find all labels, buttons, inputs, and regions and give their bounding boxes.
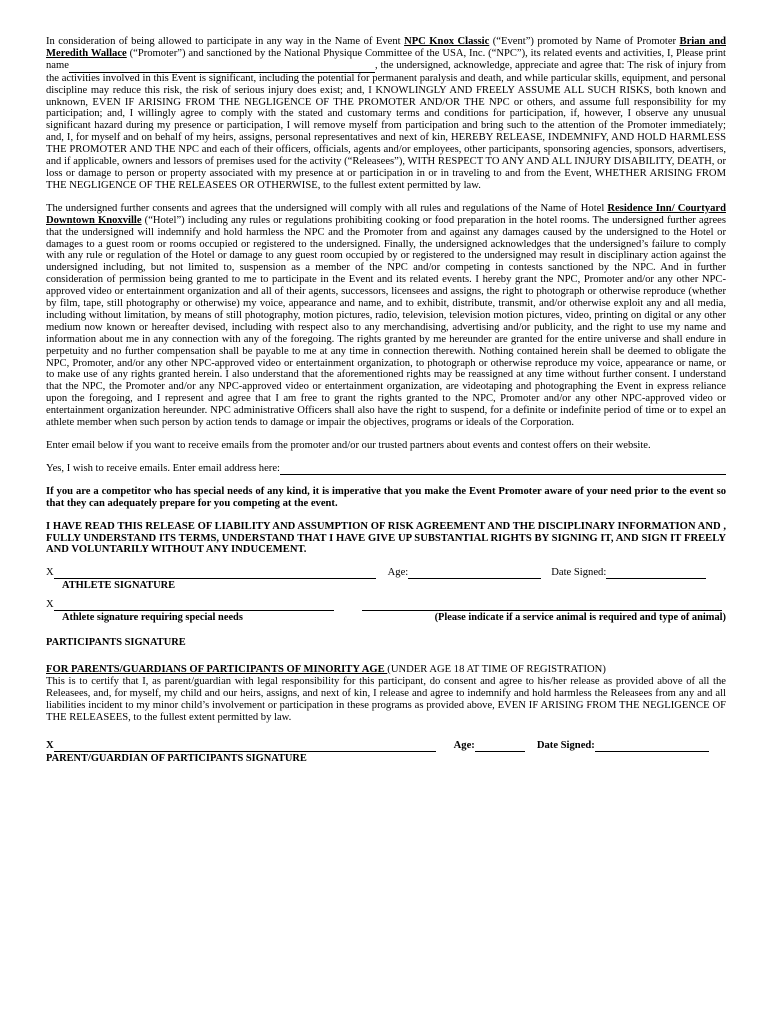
paragraph-text: (“Hotel”) including any rules or regulations prohibiting cooking or food preparation in the hotel rooms. The undersigned further agrees that the undersigned will indemnify and hold harmless the NPC and the Promoter from and against any damages caused by the undersigned to the Hotel or damages to a guest room or rooms occupied or registered to the undersigned. Finally, the undersigned acknowledges that the undersigned’s failure to comply with any rule or regulation of the Hotel or damage to any guest room occupied by or registered to the undersigned may result in disciplinary action against the undersigned including, but not limited to, suspension as a member of the NPC and/or competing in contests sanctioned by the NPC. And in further consideration of permission being granted to me to participate in the Event and its related events. I hereby grant the NPC, Promoter and/or any other NPC-approved video or entertainment organization and all of their agents, successors, licensees and assigns, the right to photograph or otherwise reproduce (whether by film, tape, still photography or otherwise) my voice, appearance and name, and to exhibit, distribute, transmit, and/or otherwise exploit any and all media, including without limitation, by means of still photography, motion pictures, radio, television, television motion pictures, video, printing on digital or any other medium now known or hereafter devised, including with respect also to any merchandising, advertising and/or publicity, and the right to use my name and information about me in any connection with any of the foregoing. The rights granted by me hereunder are granted for the entire universe and shall endure in perpetuity and no further compensation shall be payable to me at any time in connection therewith. Nothing contained herein shall be deemed to obligate the NPC, Promoter, and/or any other NPC-approved video or entertainment organization, to photograph or otherwise reproduce my voice, appearance or name, or to make use of any rights granted herein. I also understand that the aforementioned rights may be reassigned at any time without further consent. I understand that the NPC, the Promoter and/or any NPC-approved video or entertainment organization, are videotaping and photographing the Event in express reliance upon the foregoing, and I represent and agree that I am free to grant the rights granted to the NPC, Promoter and/or any other NPC-approved video or entertainment organization hereunder. NPC administrative Officers shall also have the right to suspend, for a definite or indefinite period of time or to expel an athlete member when such person by action tends to damage or impair the objectives, programs or ideals of the Corporation. [46, 214, 726, 429]
email-input[interactable] [280, 464, 726, 475]
special-needs-signature-field[interactable] [54, 600, 334, 611]
special-needs-signature-row [46, 599, 726, 611]
guardian-heading-note: (UNDER AGE 18 AT TIME OF REGISTRATION) [387, 663, 606, 675]
guardian-signature-row [46, 740, 726, 752]
email-row [46, 463, 726, 475]
participants-signature-heading: PARTICIPANTS SIGNATURE [46, 636, 186, 648]
promoter-name: Brian and Meredith Wallace [46, 36, 726, 59]
event-name: NPC Knox Classic [404, 36, 490, 47]
hotel-paragraph [46, 203, 726, 429]
paragraph-text: The undersigned further consents and agrees that the undersigned will comply with all rules and regulations of the Name of Hotel [46, 202, 608, 214]
waiver-document [46, 36, 726, 765]
print-name-field[interactable] [69, 60, 375, 73]
guardian-signature-field[interactable] [54, 741, 436, 752]
special-needs-labels [46, 612, 726, 624]
paragraph-text: (“Promoter”) and sanctioned by the National Physique Committee of the USA, Inc. (“NPC”), its related events and activities, I, Please print name [46, 47, 726, 71]
signature-x: X [46, 599, 54, 611]
guardian-paragraph: This is to certify that I, as parent/guardian with legal responsibility for this participant, do consent and agree to his/her release as provided above of all the Releasees, and, for myself, my child and our heirs, assigns, and next of kin, I release and agree to indemnify and hold harmless the Releasees from any and all liabilities incident to my minor child’s involvement or participation in these programs as provided above, EVEN IF ARISING FROM THE NEGLIGENCE OF THE RELEASEES, to the fullest extent permitted by law. [46, 675, 726, 723]
special-needs-signature-label: Athlete signature requiring special needs [62, 612, 243, 624]
guardian-age-field[interactable] [475, 741, 525, 752]
signature-x: X [46, 567, 54, 579]
email-intro: Enter email below if you want to receive emails from the promoter and/or our trusted partners about events and contest offers on their website. [46, 440, 651, 451]
age-label: Age: [387, 567, 409, 579]
guardian-date-signed-field[interactable] [595, 741, 709, 752]
special-needs-notice: If you are a competitor who has special needs of any kind, it is imperative that you make the Event Promoter aware of your need prior to the event so that they can adequately prepare for you competing at the event. [46, 485, 726, 509]
consideration-paragraph [46, 36, 726, 192]
guardian-signature-label: PARENT/GUARDIAN OF PARTICIPANTS SIGNATURE [46, 753, 307, 765]
guardian-age-label: Age: [453, 740, 475, 752]
service-animal-field[interactable] [362, 600, 722, 611]
guardian-heading: FOR PARENTS/GUARDIANS OF PARTICIPANTS OF MINORITY AGE [46, 663, 388, 675]
athlete-signature-row [46, 567, 726, 579]
date-signed-field[interactable] [606, 568, 706, 579]
service-animal-label: (Please indicate if a service animal is required and type of animal) [434, 612, 726, 624]
guardian-heading-line [46, 664, 726, 676]
signature-x: X [46, 740, 54, 752]
paragraph-text: , the undersigned, acknowledge, appreciate and agree that: The risk of injury from the activities involved in this Event is significant, including the potential for permanent paralysis and death, and while particular skills, equipment, and personal discipline may reduce this risk, the risk of serious injury does exist; and, I KNOWLINGLY AND FREELY ASSUME ALL SUCH RISKS, both known and unknown, EVEN IF ARISING FROM THE NEGLIGENCE OF THE PROMOTER AND/OR THE NPC or others, and assume full responsibility for my participation; and, I willingly agree to comply with the stated and customary terms and conditions for participation, if, however, I observe any unusual significant hazard during my presence or participation, I will remove myself from participation and bring such to the attention of the Promoter immediately; and, I, for myself and on behalf of my heirs, assigns, personal representatives and next of kin, HEREBY RELEASE, INDEMNIFY, AND HOLD HARMLESS THE PROMOTER AND THE NPC and each of their officers, officials, agents and/or employees, other participants, sponsoring agencies, sponsors, advertisers, and if applicable, owners and lessors of premises used for the activity (“Releasees”), WITH RESPECT TO ANY AND ALL INJURY DISABILITY, DEATH, or loss or damage to person or property associated with my presence at or participation in or in traveling to and from the Event, WHETHER ARISING FROM THE NEGLIGENCE OF THE RELEASEES OR OTHERWISE, to the fullest extent permitted by law. [46, 59, 726, 191]
date-signed-label: Date Signed: [551, 567, 607, 579]
email-label: Yes, I wish to receive emails. Enter email address here: [46, 462, 280, 474]
paragraph-text: In consideration of being allowed to participate in any way in the Name of Event [46, 36, 405, 47]
hotel-name: Residence Inn/ Courtyard Downtown Knoxville [46, 202, 726, 226]
guardian-date-signed-label: Date Signed: [536, 740, 595, 752]
athlete-signature-field[interactable] [54, 568, 376, 579]
acknowledgement-statement: I HAVE READ THIS RELEASE OF LIABILITY AND ASSUMPTION OF RISK AGREEMENT AND THE DISCIPLINARY INFORMATION AND , FULLY UNDERSTAND ITS TERMS, UNDERSTAND THAT I HAVE GIVE UP SUBSTANTIAL RIGHTS BY SIGNING IT, AND SIGN IT FREELY AND VOLUNTARILY WITHOUT ANY INDUCEMENT. [46, 520, 726, 556]
athlete-signature-label: ATHLETE SIGNATURE [62, 580, 176, 592]
paragraph-text: (“Event”) promoted by Name of Promoter [489, 36, 680, 47]
age-field[interactable] [408, 568, 541, 579]
